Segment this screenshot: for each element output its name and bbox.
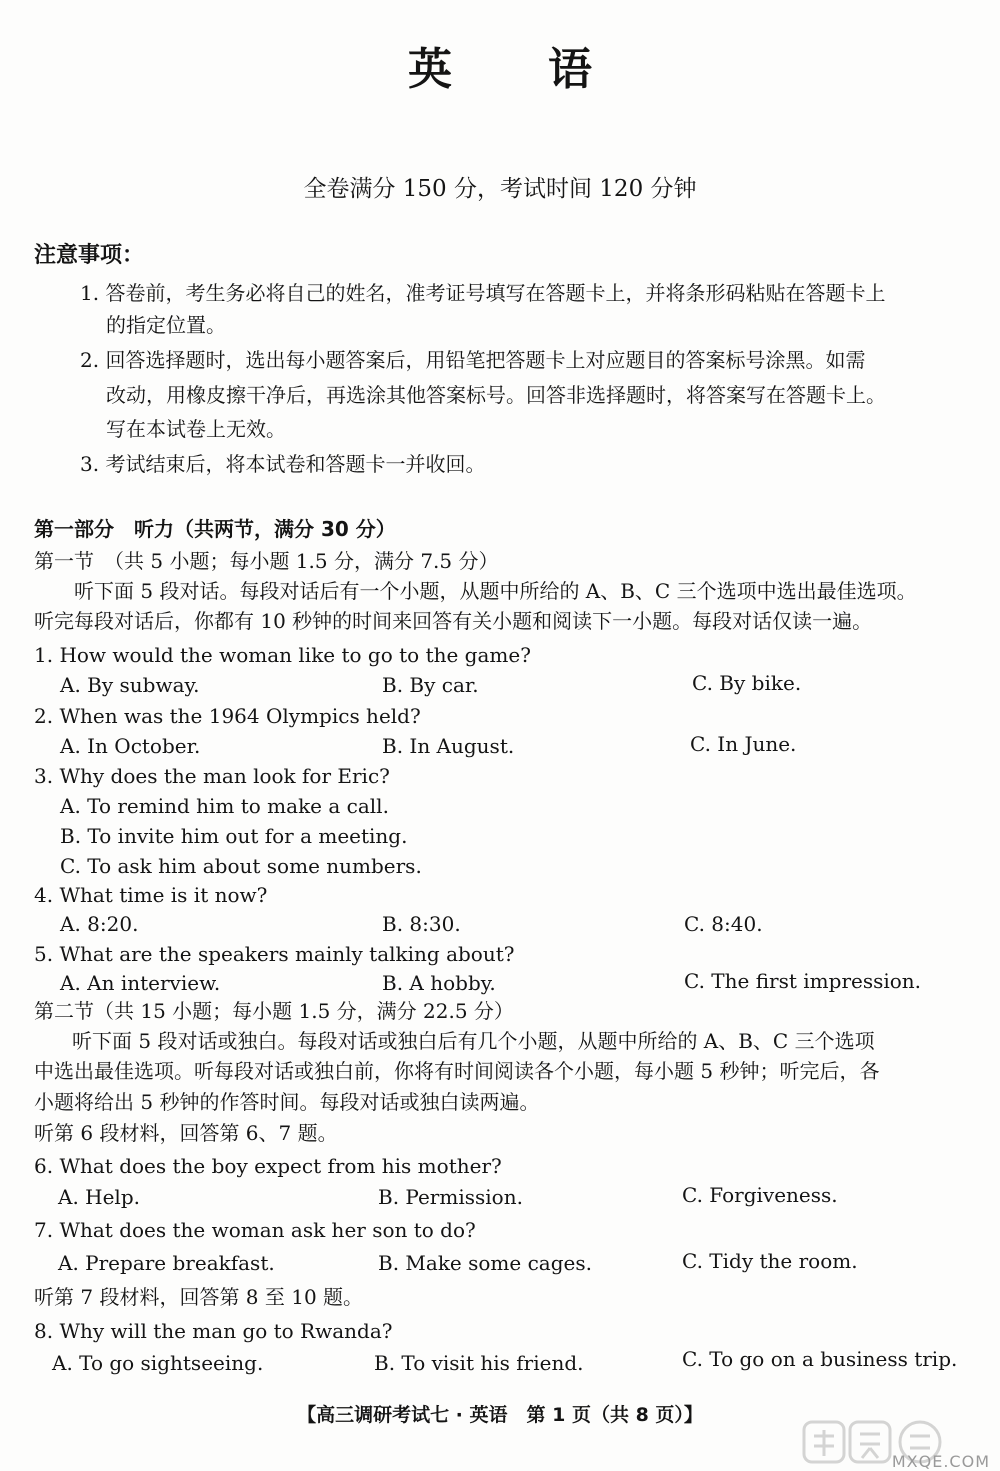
question-1-option-a: A. By subway.: [60, 673, 200, 697]
part1-heading: 第一部分 听力（共两节，满分 30 分）: [34, 517, 396, 541]
question-3-option-b: B. To invite him out for a meeting.: [60, 824, 408, 848]
question-7-option-c: C. Tidy the room.: [682, 1249, 858, 1273]
question-5-option-a: A. An interview.: [60, 971, 221, 995]
notice-heading: 注意事项：: [34, 243, 145, 268]
notice-line-5: 写在本试卷上无效。: [106, 417, 286, 441]
notice-line-4: 改动，用橡皮擦干净后，再选涂其他答案标号。回答非选择题时，将答案写在答题卡上。: [106, 383, 886, 407]
question-2-option-b: B. In August.: [382, 734, 515, 758]
question-5-option-c: C. The first impression.: [684, 969, 922, 993]
question-3-stem: 3. Why does the man look for Eric?: [34, 764, 390, 788]
page-subtitle: 全卷满分 150 分，考试时间 120 分钟: [303, 176, 697, 202]
question-7-option-a: A. Prepare breakfast.: [58, 1251, 275, 1275]
question-7-stem: 7. What does the woman ask her son to do?: [34, 1218, 476, 1242]
question-5-stem: 5. What are the speakers mainly talking about?: [34, 942, 515, 966]
question-1-option-b: B. By car.: [382, 673, 479, 697]
question-4-option-b: B. 8:30.: [382, 912, 461, 936]
question-3-option-a: A. To remind him to make a call.: [60, 794, 389, 818]
section2-instruction-2: 中选出最佳选项。听每段对话或独白前，你将有时间阅读各个小题，每小题 5 秒钟；听完后，各: [34, 1059, 880, 1083]
question-4-option-c: C. 8:40.: [684, 912, 763, 936]
watermark-text: MXQE.COM: [891, 1452, 990, 1471]
section2-instruction-1: 听下面 5 段对话或独白。每段对话或独白后有几个小题，从题中所给的 A、B、C 三个选项: [72, 1029, 875, 1053]
page-title: 英语: [408, 44, 688, 95]
question-8-stem: 8. Why will the man go to Rwanda?: [34, 1319, 393, 1343]
notice-line-3: 2. 回答选择题时，选出每小题答案后，用铅笔把答题卡上对应题目的答案标号涂黑。如需: [80, 348, 866, 372]
material-6-label: 听第 6 段材料，回答第 6、7 题。: [34, 1121, 338, 1145]
question-1-option-c: C. By bike.: [692, 671, 802, 695]
question-2-stem: 2. When was the 1964 Olympics held?: [34, 704, 421, 728]
material-7-label: 听第 7 段材料，回答第 8 至 10 题。: [34, 1285, 364, 1309]
question-6-option-b: B. Permission.: [378, 1185, 523, 1209]
section1-instruction-2: 听完每段对话后，你都有 10 秒钟的时间来回答有关小题和阅读下一小题。每段对话仅读一遍。: [34, 609, 873, 633]
question-8-option-c: C. To go on a business trip.: [682, 1347, 958, 1371]
question-4-stem: 4. What time is it now?: [34, 883, 268, 907]
question-6-stem: 6. What does the boy expect from his mother?: [34, 1154, 502, 1178]
notice-line-6: 3. 考试结束后，将本试卷和答题卡一并收回。: [80, 452, 486, 476]
section2-instruction-3: 小题将给出 5 秒钟的作答时间。每段对话或独白读两遍。: [34, 1090, 540, 1114]
question-3-option-c: C. To ask him about some numbers.: [60, 854, 422, 878]
section2-heading: 第二节（共 15 小题；每小题 1.5 分，满分 22.5 分）: [34, 999, 514, 1023]
question-7-option-b: B. Make some cages.: [378, 1251, 592, 1275]
question-4-option-a: A. 8:20.: [60, 912, 139, 936]
question-2-option-a: A. In October.: [60, 734, 201, 758]
question-6-option-c: C. Forgiveness.: [682, 1183, 838, 1207]
page-footer: 【高三调研考试七 · 英语 第 1 页（共 8 页）】: [297, 1404, 703, 1426]
question-6-option-a: A. Help.: [58, 1185, 140, 1209]
section1-heading: 第一节 （共 5 小题；每小题 1.5 分，满分 7.5 分）: [34, 549, 499, 573]
notice-line-1: 1. 答卷前，考生务必将自己的姓名，准考证号填写在答题卡上，并将条形码粘贴在答题卡上: [80, 281, 886, 305]
notice-line-2: 的指定位置。: [106, 313, 226, 337]
question-1-stem: 1. How would the woman like to go to the game?: [34, 643, 531, 667]
question-8-option-b: B. To visit his friend.: [374, 1351, 584, 1375]
question-5-option-b: B. A hobby.: [382, 971, 496, 995]
question-2-option-c: C. In June.: [690, 732, 797, 756]
question-8-option-a: A. To go sightseeing.: [52, 1351, 264, 1375]
section1-instruction-1: 听下面 5 段对话。每段对话后有一个小题，从题中所给的 A、B、C 三个选项中选出最佳选项。: [74, 579, 917, 603]
